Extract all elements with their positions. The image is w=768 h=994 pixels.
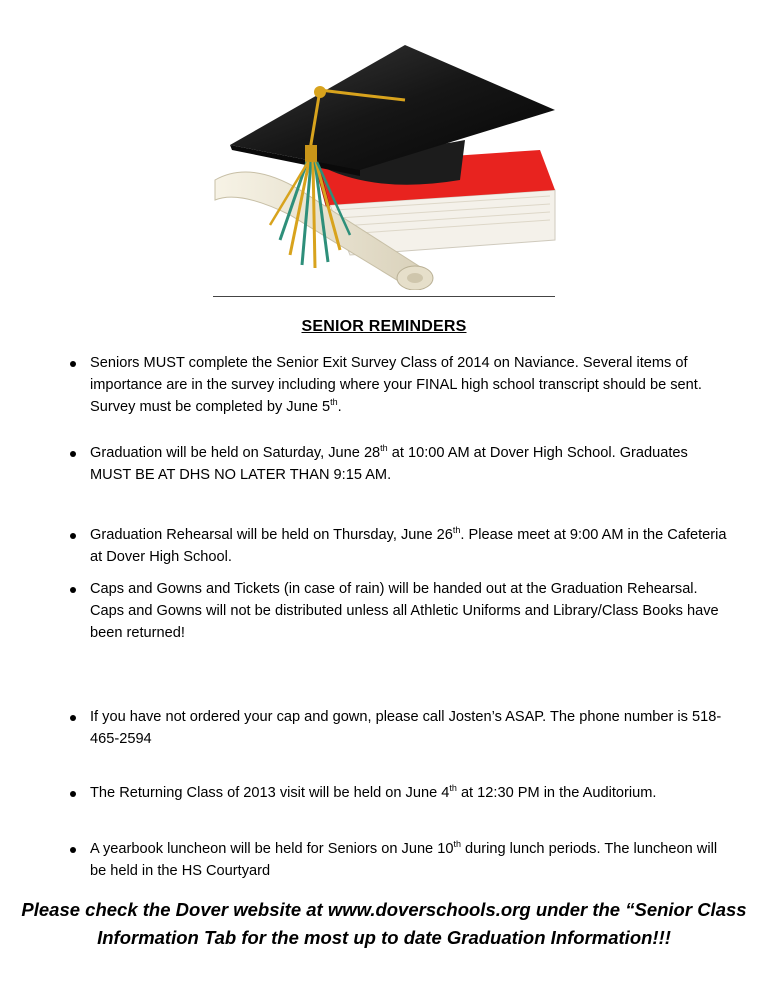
page-title: SENIOR REMINDERS <box>301 318 467 335</box>
bullet-icon <box>70 361 76 367</box>
reminder-text: The Returning Class of 2013 visit will be held on June 4th at 12:30 PM in the Auditorium. <box>90 783 657 801</box>
divider-line <box>213 296 555 297</box>
reminder-text: Graduation will be held on Saturday, June 28th at 10:00 AM at Dover High School. Graduates MUST BE AT DHS NO LATER THAN 9:15 AM. <box>90 443 688 483</box>
reminder-text: Caps and Gowns and Tickets (in case of rain) will be handed out at the Graduation Rehearsal. Caps and Gowns will not be distributed unless all Athletic Uniforms and Library/Class Books have been returned! <box>90 581 719 641</box>
reminder-text: Seniors MUST complete the Senior Exit Survey Class of 2014 on Naviance. Several items of importance are in the survey including where your FINAL high school transcript should be sent. Survey must be completed by June 5th. <box>90 355 702 415</box>
reminder-text: If you have not ordered your cap and gown, please call Josten’s ASAP. The phone number is 518-465-2594 <box>90 709 722 747</box>
footer-notice: Please check the Dover website at www.doverschools.org under the “Senior Class Information Tab for the most up to date Graduation Information!!! <box>21 899 747 948</box>
reminder-text: A yearbook luncheon will be held for Seniors on June 10th during lunch periods. The luncheon will be held in the HS Courtyard <box>90 839 718 879</box>
bullet-icon <box>70 451 76 457</box>
bullet-icon <box>70 533 76 539</box>
bullet-icon <box>70 847 76 853</box>
bullet-icon <box>70 715 76 721</box>
bullet-icon <box>70 791 76 797</box>
bullet-icon <box>70 587 76 593</box>
reminder-text: Graduation Rehearsal will be held on Thursday, June 26th. Please meet at 9:00 AM in the Cafeteria at Dover High School. <box>90 525 727 565</box>
graduation-cap-diploma-icon <box>210 40 560 290</box>
